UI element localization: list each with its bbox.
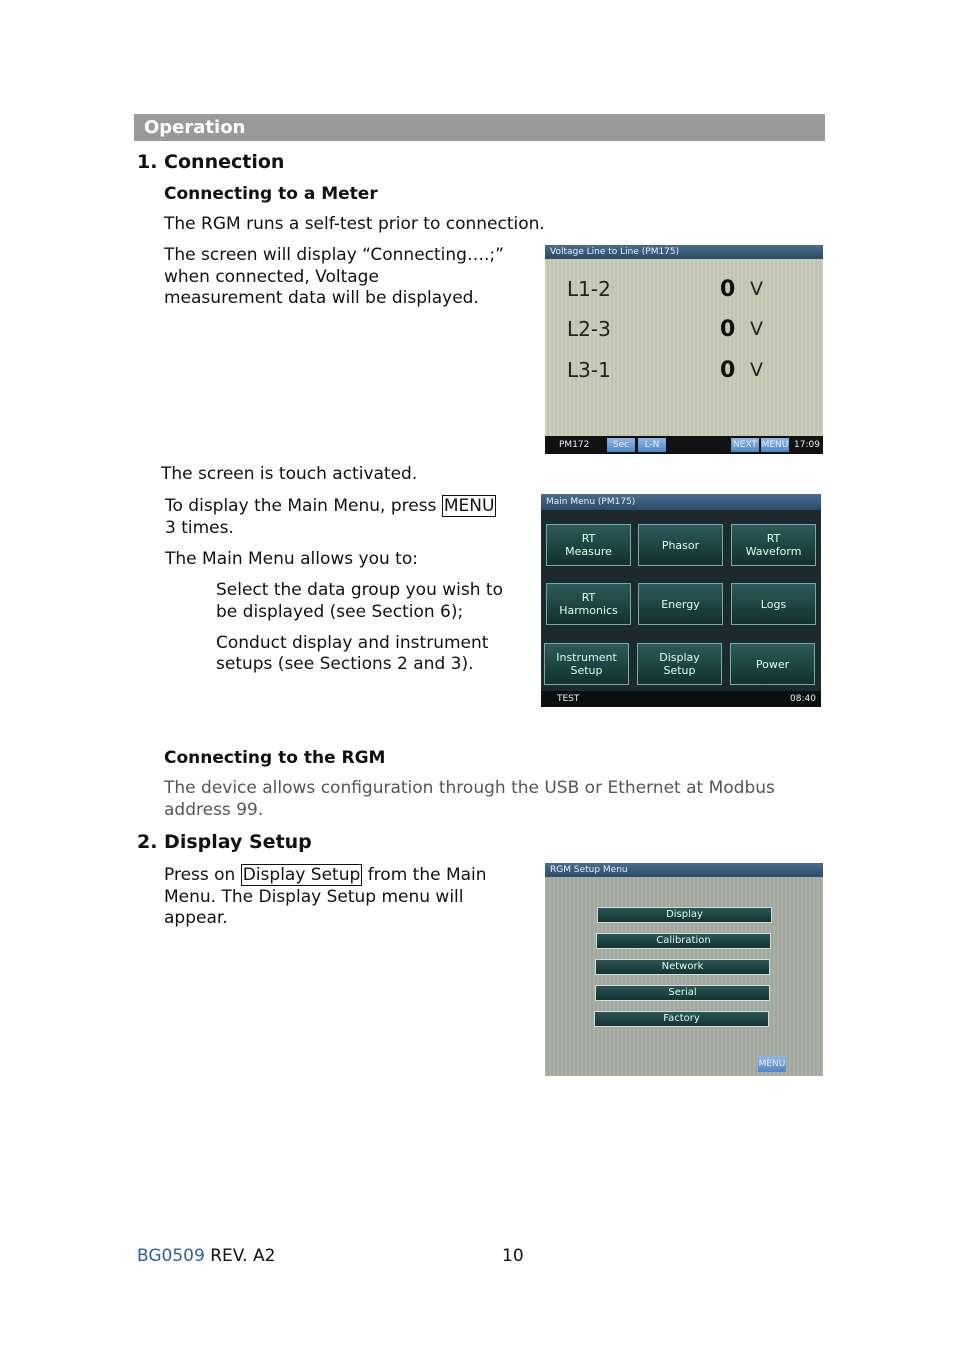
doc-rev: REV. A2	[204, 1246, 276, 1266]
from-main-text: from the Main	[362, 865, 487, 885]
display-setup-line3: appear.	[164, 908, 228, 928]
bullet2-line2: setups (see Sections 2 and 3).	[216, 654, 474, 674]
setup-item-serial[interactable]: Serial	[595, 985, 770, 1001]
rt-harmonics-button[interactable]: RT Harmonics	[546, 583, 631, 625]
sec-button[interactable]: Sec	[607, 438, 635, 452]
setup-item-network[interactable]: Network	[595, 959, 770, 975]
main-menu-screen-photo	[541, 494, 821, 707]
voltage-screen-title: Voltage Line to Line (PM175)	[545, 245, 823, 259]
menu-instruction	[165, 496, 496, 518]
main-menu-clock: 08:40	[790, 694, 816, 704]
display-setup-heading: 2. Display Setup	[137, 831, 312, 853]
clock: 17:09	[794, 440, 820, 450]
menu-key: MENU	[443, 496, 495, 516]
bullet2-line1: Conduct display and instrument	[216, 633, 489, 653]
voltage-unit-l12: V	[750, 278, 763, 300]
setup-menu-title: RGM Setup Menu	[545, 863, 823, 877]
voltage-screen-photo	[545, 245, 823, 454]
connection-heading: 1. Connection	[137, 151, 285, 173]
setup-item-display[interactable]: Display	[597, 907, 772, 923]
voltage-label-l23: L2-3	[567, 317, 611, 341]
setup-menu-screen-photo	[545, 863, 823, 1076]
display-text-line3: measurement data will be displayed.	[164, 288, 479, 308]
display-text-line2: when connected, Voltage	[164, 267, 379, 287]
menu-instruction-pre: To display the Main Menu, press	[165, 496, 442, 516]
next-button[interactable]: NEXT	[731, 438, 759, 452]
display-setup-key: Display Setup	[242, 865, 361, 885]
rgm-text-line1: The device allows configuration through the USB or Ethernet at Modbus	[164, 778, 775, 798]
press-on-text: Press on	[164, 865, 241, 885]
main-menu-bottombar	[541, 691, 821, 707]
rgm-text-line2: address 99.	[164, 800, 264, 820]
voltage-unit-l23: V	[750, 318, 763, 340]
voltage-screen-bottombar	[545, 436, 823, 454]
display-setup-line1	[164, 865, 487, 887]
setup-item-calibration[interactable]: Calibration	[596, 933, 771, 949]
touch-text: The screen is touch activated.	[161, 464, 418, 484]
connecting-rgm-heading: Connecting to the RGM	[164, 748, 386, 768]
main-menu-title: Main Menu (PM175)	[541, 494, 821, 510]
logs-button[interactable]: Logs	[731, 583, 816, 625]
doc-id: BG0509	[137, 1246, 205, 1266]
page-number: 10	[502, 1246, 524, 1266]
voltage-value-l12: 0	[720, 277, 736, 302]
power-button[interactable]: Power	[730, 643, 815, 685]
bullet1-line2: be displayed (see Section 6);	[216, 602, 464, 622]
energy-button[interactable]: Energy	[638, 583, 723, 625]
connecting-meter-heading: Connecting to a Meter	[164, 184, 378, 204]
rt-measure-button[interactable]: RT Measure	[546, 524, 631, 566]
section-title-bar: Operation	[134, 114, 825, 141]
voltage-unit-l31: V	[750, 359, 763, 381]
phasor-button[interactable]: Phasor	[638, 524, 723, 566]
display-setup-line2: Menu. The Display Setup menu will	[164, 887, 464, 907]
rt-waveform-button[interactable]: RT Waveform	[731, 524, 816, 566]
main-menu-allows: The Main Menu allows you to:	[165, 549, 418, 569]
menu-instruction-post: 3 times.	[165, 518, 234, 538]
bullet1-line1: Select the data group you wish to	[216, 580, 503, 600]
voltage-value-l31: 0	[720, 358, 736, 383]
voltage-value-l23: 0	[720, 317, 736, 342]
voltage-label-l12: L1-2	[567, 277, 611, 301]
display-setup-button[interactable]: Display Setup	[637, 643, 722, 685]
ln-button[interactable]: L-N	[638, 438, 666, 452]
setup-menu-button[interactable]: MENU	[758, 1056, 786, 1072]
menu-button[interactable]: MENU	[761, 440, 789, 450]
voltage-label-l31: L3-1	[567, 358, 611, 382]
setup-item-factory[interactable]: Factory	[594, 1011, 769, 1027]
footer-doc-id	[137, 1246, 275, 1268]
display-text-line1: The screen will display “Connecting….;”	[164, 245, 504, 265]
device-id: PM172	[559, 440, 590, 450]
instrument-setup-button[interactable]: Instrument Setup	[544, 643, 629, 685]
status-text: TEST	[557, 694, 580, 704]
self-test-text: The RGM runs a self-test prior to connection.	[164, 214, 545, 234]
